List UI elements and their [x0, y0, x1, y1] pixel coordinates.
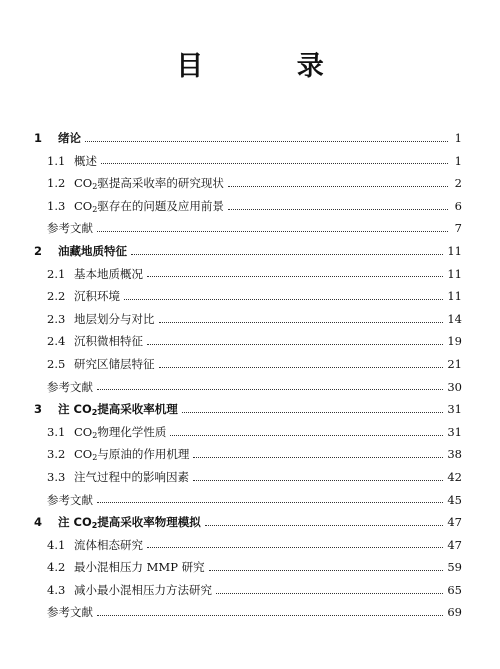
toc-page-number: 47: [447, 515, 462, 530]
dot-leader: [147, 547, 443, 548]
toc-title-subscript: 2: [91, 408, 98, 418]
toc-entry-ref: [34, 489, 462, 512]
toc-entry-chapter: [34, 240, 462, 263]
toc-entry-number: 4: [34, 515, 43, 530]
toc-page-number: 21: [447, 356, 462, 371]
dot-leader: [85, 141, 448, 142]
toc-entry-title: [74, 308, 155, 331]
toc-title-text: CO: [74, 176, 93, 191]
toc-entry-title: [58, 398, 178, 421]
toc-entry-number: 2.5: [47, 356, 66, 371]
toc-page-number: 69: [447, 605, 462, 620]
toc-entry-number: 3.3: [47, 469, 66, 484]
toc-title-text: 参考文献: [47, 221, 93, 236]
toc-title-text: 油藏地质特征: [58, 243, 127, 258]
toc-entry-section: [34, 172, 462, 195]
toc-entry-section: [34, 579, 462, 602]
toc-title-text: 参考文献: [47, 379, 93, 394]
toc-title-text: CO: [74, 198, 93, 213]
dot-leader: [159, 322, 444, 323]
dot-leader: [97, 615, 443, 616]
toc-entry-section: [34, 421, 462, 444]
toc-title-subscript: 2: [92, 182, 98, 192]
toc-entry-number: 4.2: [47, 560, 66, 575]
toc-title-text: 流体相态研究: [74, 537, 143, 552]
toc-title-text: 沉积微相特征: [74, 334, 143, 349]
toc-title-text: 最小混相压力 MMP 研究: [74, 560, 205, 575]
dot-leader: [205, 525, 444, 526]
toc-entry-section: [34, 443, 462, 466]
toc-entry-section: [34, 285, 462, 308]
dot-leader: [159, 367, 444, 368]
toc-title-subscript: 2: [91, 521, 98, 531]
toc-page-number: 7: [454, 221, 462, 236]
toc-title-text-cont: 驱提高采收率的研究现状: [97, 176, 224, 191]
toc-entry-title: [74, 263, 143, 286]
toc-entry-title: [74, 353, 155, 376]
toc-page-number: 2: [454, 176, 462, 191]
toc-entry-section: [34, 353, 462, 376]
toc-title-text: CO: [74, 447, 93, 462]
toc-entry-section: [34, 195, 462, 218]
toc-entry-number: 4.3: [47, 582, 66, 597]
toc-entry-number: 4.1: [47, 537, 66, 552]
dot-leader: [228, 186, 448, 187]
dot-leader: [228, 209, 448, 210]
toc-entry-title: [47, 217, 93, 240]
toc-page-number: 6: [454, 198, 462, 213]
toc-title-text: 绪论: [58, 131, 81, 145]
toc-entry-title: [47, 376, 93, 399]
toc-title-text: 概述: [74, 153, 97, 168]
toc-title-text: 参考文献: [47, 492, 93, 507]
toc-entry-title: [74, 150, 97, 173]
dot-leader: [147, 276, 443, 277]
toc-page-number: 31: [447, 424, 462, 439]
toc-page-number: 14: [447, 311, 462, 326]
dot-leader: [193, 457, 443, 458]
dot-leader: [97, 389, 443, 390]
toc-entry-ref: [34, 217, 462, 240]
toc-entry-number: 2.3: [47, 311, 66, 326]
dot-leader: [101, 163, 448, 164]
toc-entry-number: 1.2: [47, 176, 66, 191]
toc-entry-section: [34, 308, 462, 331]
dot-leader: [124, 299, 443, 300]
toc-entry-title: [74, 443, 189, 466]
toc-page-number: 1: [454, 153, 462, 168]
toc-title-text: 基本地质概况: [74, 266, 143, 281]
toc-title-text: 地层划分与对比: [74, 311, 155, 326]
toc-entry-ref: [34, 601, 462, 624]
toc-entry-section: [34, 466, 462, 489]
dot-leader: [170, 435, 443, 436]
toc-entry-title: [74, 172, 224, 195]
toc-entry-ref: [34, 376, 462, 399]
dot-leader: [209, 570, 444, 571]
toc-entry-chapter: [34, 398, 462, 421]
dot-leader: [182, 412, 444, 413]
toc-entry-section: [34, 150, 462, 173]
toc-page-number: 42: [447, 469, 462, 484]
toc-entry-number: 2.2: [47, 289, 66, 304]
toc-entry-title: [47, 489, 93, 512]
toc-entry-title: [74, 579, 212, 602]
toc-title-text: 减小最小混相压力方法研究: [74, 582, 212, 597]
dot-leader: [147, 344, 443, 345]
toc-entry-title: [74, 421, 166, 444]
toc-entry-section: [34, 263, 462, 286]
toc-page-number: 31: [447, 402, 462, 417]
toc-entry-number: 1.3: [47, 198, 66, 213]
dot-leader: [131, 254, 443, 255]
toc-page-number: 59: [447, 560, 462, 575]
toc-title-text: 沉积环境: [74, 289, 120, 304]
toc-entry-title: [74, 285, 120, 308]
toc-entry-section: [34, 330, 462, 353]
dot-leader: [97, 231, 448, 232]
toc-entry-number: 3.2: [47, 447, 66, 462]
dot-leader: [97, 502, 443, 503]
toc-entry-section: [34, 534, 462, 557]
toc-entry-title: [58, 511, 201, 534]
toc-title-subscript: 2: [92, 453, 98, 463]
toc-entry-title: [58, 240, 127, 263]
dot-leader: [216, 593, 443, 594]
toc-entry-number: 2.4: [47, 334, 66, 349]
toc-entry-title: [74, 534, 143, 557]
toc-entry-title: [74, 466, 189, 489]
toc-entry-title: [47, 601, 93, 624]
toc-page-number: 30: [447, 379, 462, 394]
toc-entry-number: 2.1: [47, 266, 66, 281]
toc-page-number: 47: [447, 537, 462, 552]
toc-entry-title: [74, 556, 205, 579]
toc-entry-number: 1: [34, 131, 43, 145]
toc-title-text: CO: [74, 424, 93, 439]
toc-entry-section: [34, 556, 462, 579]
toc-title-text: 研究区储层特征: [74, 356, 155, 371]
toc-title-text: 注 CO: [58, 515, 92, 530]
toc-title-subscript: 2: [92, 204, 98, 214]
toc-title-text: 注 CO: [58, 402, 92, 417]
toc-title-text-cont: 与原油的作用机理: [97, 447, 190, 462]
toc-entry-number: 3: [34, 402, 43, 417]
toc-page-number: 11: [447, 243, 462, 258]
toc-page-number: 11: [447, 289, 462, 304]
toc-title-text: 注气过程中的影响因素: [74, 469, 189, 484]
toc-page-number: 45: [447, 492, 462, 507]
toc-title-subscript: 2: [92, 430, 98, 440]
toc-title-text-cont: 物理化学性质: [97, 424, 167, 439]
toc-entry-chapter: [34, 127, 462, 150]
toc-page-number: 38: [447, 447, 462, 462]
toc-entry-title: [74, 330, 143, 353]
toc-title-text-cont: 提高采收率物理模拟: [97, 515, 201, 530]
toc-page-number: 11: [447, 266, 462, 281]
toc-entry-number: 2: [34, 243, 43, 258]
toc-title-text-cont: 驱存在的问题及应用前景: [97, 198, 224, 213]
toc-page-number: 1: [454, 131, 462, 145]
toc-page-number: 19: [447, 334, 462, 349]
toc-entry-number: 1.1: [47, 153, 66, 168]
page-title: 目 录: [176, 51, 366, 82]
toc-title-text: 参考文献: [47, 605, 93, 620]
dot-leader: [193, 480, 443, 481]
toc-entry-chapter: [34, 511, 462, 534]
toc-entry-number: 3.1: [47, 424, 66, 439]
table-of-contents: [34, 127, 462, 624]
toc-title-text-cont: 提高采收率机理: [97, 402, 178, 417]
toc-entry-title: [58, 127, 81, 150]
toc-page-number: 65: [447, 582, 462, 597]
toc-entry-title: [74, 195, 224, 218]
